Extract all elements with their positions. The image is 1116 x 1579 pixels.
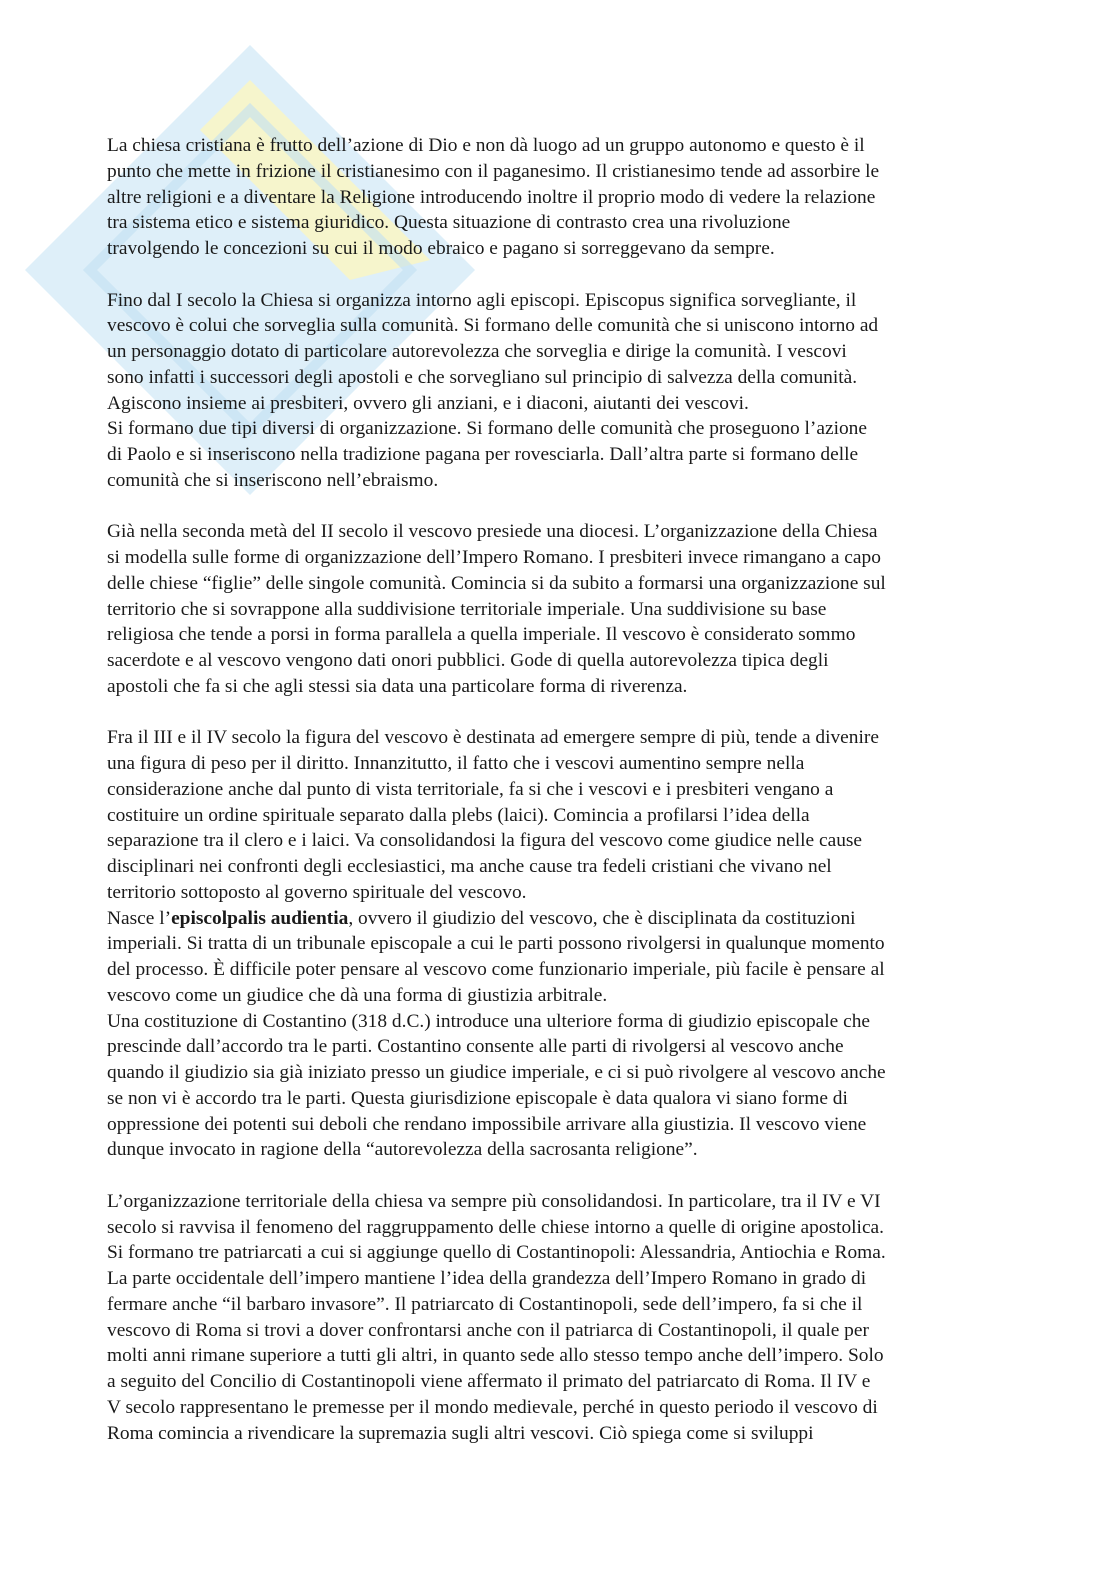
text-line: religiosa che tende a porsi in forma parallela a quella imperiale. Il vescovo è considerato sommo — [107, 624, 856, 646]
text-line: imperiali. Si tratta di un tribunale episcopale a cui le parti possono rivolgersi in qualunque momento — [107, 933, 885, 955]
document-page — [107, 133, 1027, 1446]
text-line: Si formano due tipi diversi di organizzazione. Si formano delle comunità che proseguono l’azione — [107, 418, 867, 440]
text-line: territorio che si sovrappone alla suddivisione territoriale imperiale. Una suddivisione su base — [107, 598, 827, 620]
text-line: vescovo è colui che sorveglia sulla comunità. Si formano delle comunità che si uniscono intorno ad — [107, 315, 879, 337]
text-line: quando il giudizio sia già iniziato presso un giudice imperiale, e ci si può rivolgere al vescovo anche — [107, 1062, 886, 1083]
text-line: sacerdote e al vescovo vengono dati onori pubblici. Gode di quella autorevolezza tipica degli — [107, 650, 829, 671]
text-line: Fra il III e il IV secolo la figura del vescovo è destinata ad emergere sempre di più, tende a divenire — [107, 727, 879, 749]
text-line: territorio sottoposto al governo spirituale del vescovo. — [107, 881, 527, 903]
text-line: Fino dal I secolo la Chiesa si organizza intorno agli episcopi. Episcopus significa sorvegliante, il — [107, 289, 857, 311]
text-line: Roma comincia a rivendicare la supremazia sugli altri vescovi. Ciò spiega come si sviluppi — [107, 1422, 814, 1444]
text-line: Già nella seconda metà del II secolo il vescovo presiede una diocesi. L’organizzazione della Chiesa — [107, 521, 878, 543]
text-line: V secolo rappresentano le premesse per il mondo medievale, perché in questo periodo il vescovo di — [107, 1396, 878, 1418]
text-line: Nasce l’episcolpalis audientia, ovvero il giudizio del vescovo, che è disciplinata da costituzioni — [107, 907, 856, 929]
text-line: fermare anche “il barbaro invasore”. Il patriarcato di Costantinopoli, sede dell’impero, fa si che il — [107, 1293, 863, 1315]
text-line: tra sistema etico e sistema giuridico. Questa situazione di contrasto crea una rivoluzione — [107, 212, 791, 234]
text-line: sono infatti i successori degli apostoli e che sorvegliano sul principio di salvezza della comunità. — [107, 366, 858, 388]
text-line: separazione tra il clero e i laici. Va consolidandosi la figura del vescovo come giudice nelle cause — [107, 830, 863, 852]
text-line: apostoli che fa si che agli stessi sia data una particolare forma di riverenza. — [107, 675, 688, 697]
text-line: prescinde dall’accordo tra le parti. Costantino consente alle parti di rivolgersi al vescovo anche — [107, 1036, 844, 1058]
text-line: delle chiese “figlie” delle singole comunità. Comincia si da subito a formarsi una organizzazione sul — [107, 572, 886, 594]
text-line: Agiscono insieme ai presbiteri, ovvero gli anziani, e i diaconi, aiutanti dei vescovi. — [107, 392, 749, 414]
text-line: una figura di peso per il diritto. Innanzitutto, il fatto che i vescovi aumentino sempre nella — [107, 753, 805, 774]
text-line: si modella sulle forme di organizzazione dell’Impero Romano. I presbiteri invece rimangano a capo — [107, 547, 881, 568]
paragraph-diocesi — [107, 519, 1027, 699]
text-line: oppressione dei potenti sui deboli che rendano impossibile arrivare alla giustizia. Il vescovo viene — [107, 1113, 867, 1135]
text-line: La parte occidentale dell’impero mantiene l’idea della grandezza dell’Impero Romano in grado di — [107, 1268, 867, 1289]
bold-term: episcolpalis audientia — [171, 907, 349, 929]
paragraph-intro — [107, 133, 1027, 262]
text-line: un personaggio dotato di particolare autorevolezza che sorveglia e dirige la comunità. I vescovi — [107, 341, 847, 362]
text-line: punto che mette in frizione il cristianesimo con il paganesimo. Il cristianesimo tende ad assorbire le — [107, 160, 880, 182]
text-line: disciplinari nei confronti degli ecclesiastici, ma anche cause tra fedeli cristiani che vivano nel — [107, 856, 832, 877]
paragraph-patriarcati — [107, 1189, 1027, 1447]
text-line: Una costituzione di Costantino (318 d.C.) introduce una ulteriore forma di giudizio episcopale che — [107, 1010, 871, 1032]
text-line: comunità che si inseriscono nell’ebraismo. — [107, 469, 439, 491]
text-line: La chiesa cristiana è frutto dell’azione di Dio e non dà luogo ad un gruppo autonomo e questo è il — [107, 135, 865, 156]
text-line: altre religioni e a diventare la Religione introducendo inoltre il proprio modo di vedere la relazione — [107, 186, 876, 208]
text-line: vescovo come un giudice che dà una forma di giustizia arbitrale. — [107, 984, 608, 1006]
text-line: L’organizzazione territoriale della chiesa va sempre più consolidandosi. In particolare, tra il IV e VI — [107, 1190, 881, 1212]
text-line: considerazione anche dal punto di vista territoriale, fa si che i vescovi e i presbiteri vengano a — [107, 778, 834, 800]
text-line: costituire un ordine spirituale separato dalla plebs (laici). Comincia a profilarsi l’idea della — [107, 804, 810, 826]
text-line: del processo. È difficile poter pensare al vescovo come funzionario imperiale, più facile è pensare al — [107, 959, 885, 980]
text-line: di Paolo e si inseriscono nella tradizione pagana per rovesciarla. Dall’altra parte si formano delle — [107, 444, 859, 465]
paragraph-episcopi — [107, 288, 1027, 494]
paragraph-vescovo-giudice — [107, 725, 1027, 1163]
text-line: secolo si ravvisa il fenomeno del raggruppamento delle chiese intorno a quelle di origine apostolica. — [107, 1216, 884, 1238]
text-line: molti anni rimane superiore a tutti gli altri, in quanto sede allo stesso tempo anche dell’impero. Solo — [107, 1345, 884, 1367]
text-line: travolgendo le concezioni su cui il modo ebraico e pagano si sorreggevano da sempre. — [107, 238, 775, 259]
text-line: dunque invocato in ragione della “autorevolezza della sacrosanta religione”. — [107, 1139, 698, 1161]
text-line: vescovo di Roma si trovi a dover confrontarsi anche con il patriarca di Costantinopoli, il quale per — [107, 1319, 869, 1341]
text-line: se non vi è accordo tra le parti. Questa giurisdizione episcopale è data qualora vi siano forme di — [107, 1087, 848, 1109]
text-line: a seguito del Concilio di Costantinopoli viene affermato il primato del patriarcato di Roma. Il IV e — [107, 1371, 871, 1392]
text-line: Si formano tre patriarcati a cui si aggiunge quello di Costantinopoli: Alessandria, Antiochia e Roma. — [107, 1242, 886, 1264]
